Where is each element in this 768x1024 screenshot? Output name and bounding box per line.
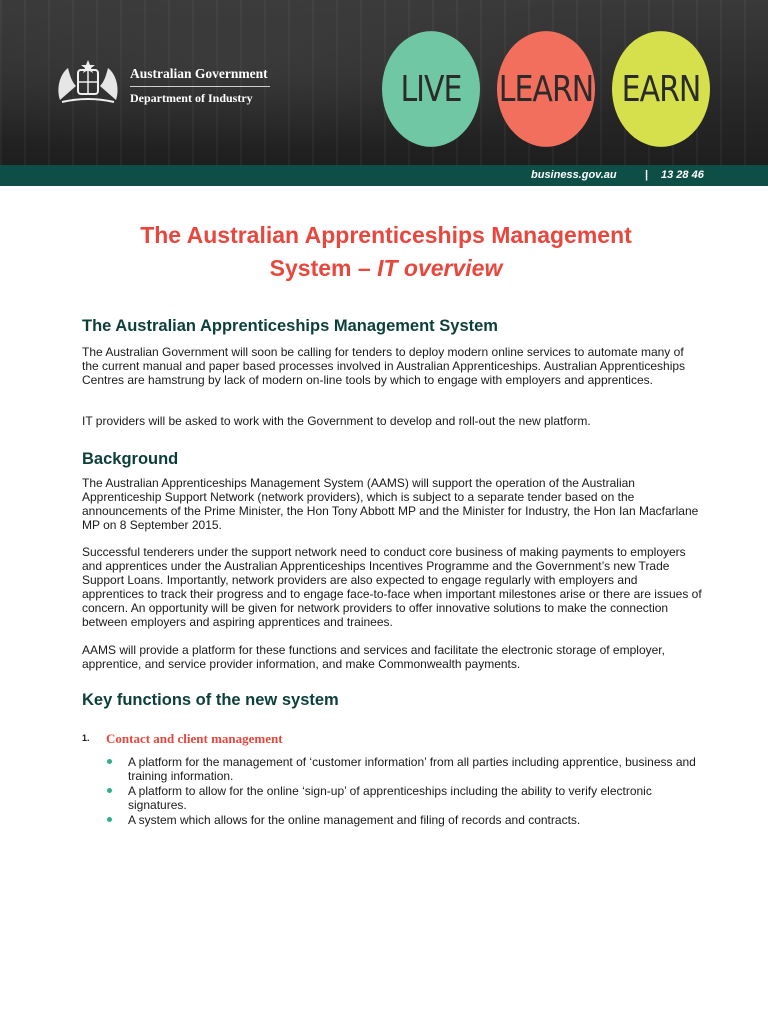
page-title-line2 [0, 252, 768, 285]
paragraph: The Australian Government will soon be calling for tenders to deploy modern online services to automate many of the current manual and paper based processes involved in Australian Apprenticeships. Australian Apprenticeships Centres are hamstrung by lack of modern on-line tools by which to engage with employers and apprentices. [82, 345, 686, 387]
item-heading: Contact and client management [106, 731, 283, 746]
website-link[interactable]: business.gov.au [531, 169, 617, 181]
list-item [106, 784, 706, 812]
bullet-icon [107, 788, 112, 793]
coat-of-arms-icon [52, 56, 124, 106]
live-circle: LIVE [382, 31, 480, 147]
bullet-icon [107, 759, 112, 764]
paragraph: IT providers will be asked to work with the Government to develop and roll-out the new platform. [82, 414, 591, 428]
contact-bar [0, 165, 768, 186]
page-title [0, 219, 768, 285]
page-title-plain: System – [269, 255, 378, 281]
page-title-line1: The Australian Apprenticeships Management [140, 222, 632, 248]
page-header [0, 0, 768, 165]
section-heading-background: Background [82, 450, 179, 468]
list-item [106, 755, 706, 783]
paragraph: The Australian Apprenticeships Management System (AAMS) will support the operation of the Australian Apprenticeship Support Network (network providers), which is subject to a separate tender based on the announcements of the Prime Minister, the Hon Tony Abbott MP and the Minister for Industry, the Hon Ian Macfarlane MP on 8 September 2015. [82, 476, 699, 532]
section-heading-aams: The Australian Apprenticeships Management System [82, 317, 498, 335]
government-name: Australian Government [130, 66, 270, 87]
item-number: 1. [82, 733, 90, 743]
bullet-icon [107, 817, 112, 822]
list-item-text: A system which allows for the online management and filing of records and contracts. [128, 813, 581, 827]
section-heading-key-functions: Key functions of the new system [82, 691, 339, 709]
paragraph: Successful tenderers under the support network need to conduct core business of making payments to employers and apprentices under the Australian Apprenticeships Incentives Programme and the Government’s new Trade Support Loans. Importantly, network providers are also expected to engage regularly with employers and apprentices to track their progress and to engage face-to-face when important milestones arise or there are issues of concern. An opportunity will be given for network providers to offer innovative solutions to make the connection between employers and aspiring apprentices and trainees. [82, 545, 702, 629]
list-item-text: A platform for the management of ‘customer information’ from all parties including apprentice, business and training information. [128, 755, 696, 783]
bullet-list [106, 755, 706, 828]
earn-circle: EARN [612, 31, 710, 147]
list-item-text: A platform to allow for the online ‘sign-up’ of apprenticeships including the ability to verify electronic signatures. [128, 784, 652, 812]
page-title-italic: IT overview [377, 255, 503, 281]
government-logo-text [130, 66, 270, 106]
paragraph: AAMS will provide a platform for these functions and services and facilitate the electronic storage of employer, apprentice, and service provider information, and make Commonwealth payments. [82, 643, 665, 671]
phone-number[interactable]: 13 28 46 [661, 169, 704, 181]
learn-circle: LEARN [497, 31, 595, 147]
bar-separator: | [645, 169, 649, 181]
department-name: Department of Industry [130, 91, 253, 105]
list-item [106, 813, 706, 827]
